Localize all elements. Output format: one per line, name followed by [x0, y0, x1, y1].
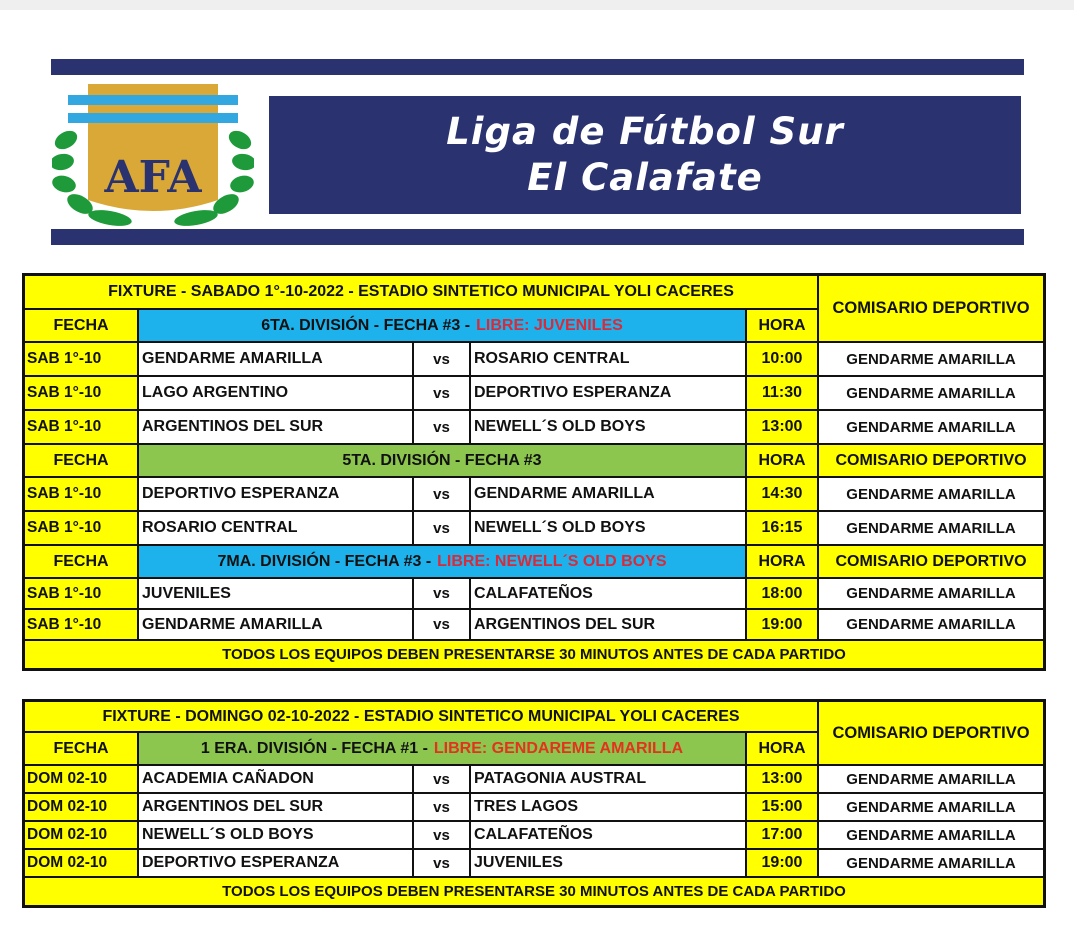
away-team: NEWELL´S OLD BOYS	[471, 411, 745, 443]
match-time: 13:00	[747, 411, 817, 443]
match-comisario: GENDARME AMARILLA	[819, 766, 1043, 792]
home-team: NEWELL´S OLD BOYS	[139, 822, 412, 848]
match-date: DOM 02-10	[25, 766, 137, 792]
header-bar-bottom	[51, 229, 1024, 245]
match-time: 19:00	[747, 610, 817, 639]
home-team: ROSARIO CENTRAL	[139, 512, 412, 544]
home-team: ACADEMIA CAÑADON	[139, 766, 412, 792]
header-bar-top	[51, 59, 1024, 75]
match-comisario: GENDARME AMARILLA	[819, 377, 1043, 409]
home-team: ARGENTINOS DEL SUR	[139, 411, 412, 443]
match-date: SAB 1°-10	[25, 512, 137, 544]
match-time: 17:00	[747, 822, 817, 848]
away-team: ARGENTINOS DEL SUR	[471, 610, 745, 639]
home-team: DEPORTIVO ESPERANZA	[139, 850, 412, 876]
home-team: DEPORTIVO ESPERANZA	[139, 478, 412, 510]
division-header-1era	[139, 733, 745, 764]
fecha-header: FECHA	[25, 733, 137, 764]
home-team: GENDARME AMARILLA	[139, 343, 412, 375]
match-time: 14:30	[747, 478, 817, 510]
vs-label: vs	[414, 377, 469, 409]
fecha-header: FECHA	[25, 445, 137, 476]
match-comisario: GENDARME AMARILLA	[819, 794, 1043, 820]
match-time: 11:30	[747, 377, 817, 409]
league-title-banner	[269, 96, 1021, 214]
match-date: DOM 02-10	[25, 794, 137, 820]
league-title-line1: Liga de Fútbol Sur	[446, 110, 844, 153]
comisario-header: COMISARIO DEPORTIVO	[819, 445, 1043, 476]
home-team: GENDARME AMARILLA	[139, 610, 412, 639]
away-team: PATAGONIA AUSTRAL	[471, 766, 745, 792]
vs-label: vs	[414, 512, 469, 544]
hora-header: HORA	[747, 546, 817, 577]
match-comisario: GENDARME AMARILLA	[819, 411, 1043, 443]
vs-label: vs	[414, 343, 469, 375]
division-header-7ma	[139, 546, 745, 577]
match-date: SAB 1°-10	[25, 411, 137, 443]
match-time: 16:15	[747, 512, 817, 544]
match-date: SAB 1°-10	[25, 610, 137, 639]
afa-logo-icon	[52, 82, 254, 227]
comisario-header: COMISARIO DEPORTIVO	[819, 702, 1043, 764]
match-date: DOM 02-10	[25, 822, 137, 848]
match-comisario: GENDARME AMARILLA	[819, 579, 1043, 608]
league-title-line2: El Calafate	[527, 156, 763, 199]
vs-label: vs	[414, 478, 469, 510]
vs-label: vs	[414, 850, 469, 876]
away-team: CALAFATEÑOS	[471, 822, 745, 848]
match-time: 13:00	[747, 766, 817, 792]
match-comisario: GENDARME AMARILLA	[819, 850, 1043, 876]
match-comisario: GENDARME AMARILLA	[819, 512, 1043, 544]
sunday-fixture-table	[22, 699, 1046, 908]
vs-label: vs	[414, 766, 469, 792]
match-date: SAB 1°-10	[25, 343, 137, 375]
fecha-header: FECHA	[25, 546, 137, 577]
match-time: 18:00	[747, 579, 817, 608]
vs-label: vs	[414, 411, 469, 443]
away-team: NEWELL´S OLD BOYS	[471, 512, 745, 544]
division-label: 1 ERA. DIVISIÓN - FECHA #1 -	[200, 739, 428, 757]
vs-label: vs	[414, 794, 469, 820]
saturday-footer-note: TODOS LOS EQUIPOS DEBEN PRESENTARSE 30 MINUTOS ANTES DE CADA PARTIDO	[25, 641, 1043, 668]
vs-label: vs	[414, 579, 469, 608]
saturday-fixture-title: FIXTURE - SABADO 1°-10-2022 - ESTADIO SINTETICO MUNICIPAL YOLI CACERES	[25, 276, 817, 308]
sunday-footer-note: TODOS LOS EQUIPOS DEBEN PRESENTARSE 30 MINUTOS ANTES DE CADA PARTIDO	[25, 878, 1043, 905]
top-strip	[0, 0, 1074, 10]
hora-header: HORA	[747, 310, 817, 341]
match-comisario: GENDARME AMARILLA	[819, 822, 1043, 848]
away-team: JUVENILES	[471, 850, 745, 876]
comisario-header: COMISARIO DEPORTIVO	[819, 546, 1043, 577]
away-team: CALAFATEÑOS	[471, 579, 745, 608]
match-comisario: GENDARME AMARILLA	[819, 478, 1043, 510]
libre-label: LIBRE: GENDAREME AMARILLA	[433, 739, 684, 757]
match-comisario: GENDARME AMARILLA	[819, 610, 1043, 639]
hora-header: HORA	[747, 445, 817, 476]
svg-text:AFA: AFA	[104, 152, 202, 203]
vs-label: vs	[414, 610, 469, 639]
match-time: 10:00	[747, 343, 817, 375]
away-team: ROSARIO CENTRAL	[471, 343, 745, 375]
away-team: DEPORTIVO ESPERANZA	[471, 377, 745, 409]
libre-label: LIBRE: NEWELL´S OLD BOYS	[437, 552, 667, 570]
away-team: TRES LAGOS	[471, 794, 745, 820]
saturday-fixture-table	[22, 273, 1046, 671]
match-comisario: GENDARME AMARILLA	[819, 343, 1043, 375]
division-label: 7MA. DIVISIÓN - FECHA #3 -	[217, 552, 432, 570]
match-time: 19:00	[747, 850, 817, 876]
vs-label: vs	[414, 822, 469, 848]
hora-header: HORA	[747, 733, 817, 764]
fecha-header: FECHA	[25, 310, 137, 341]
home-team: JUVENILES	[139, 579, 412, 608]
away-team: GENDARME AMARILLA	[471, 478, 745, 510]
division-header-6ta	[139, 310, 745, 341]
division-header-5ta: 5TA. DIVISIÓN - FECHA #3	[139, 445, 745, 476]
division-label: 6TA. DIVISIÓN - FECHA #3 -	[261, 316, 471, 334]
match-date: DOM 02-10	[25, 850, 137, 876]
match-time: 15:00	[747, 794, 817, 820]
sunday-fixture-title: FIXTURE - DOMINGO 02-10-2022 - ESTADIO SINTETICO MUNICIPAL YOLI CACERES	[25, 702, 817, 731]
match-date: SAB 1°-10	[25, 377, 137, 409]
home-team: LAGO ARGENTINO	[139, 377, 412, 409]
match-date: SAB 1°-10	[25, 478, 137, 510]
home-team: ARGENTINOS DEL SUR	[139, 794, 412, 820]
match-date: SAB 1°-10	[25, 579, 137, 608]
comisario-header: COMISARIO DEPORTIVO	[819, 276, 1043, 341]
libre-label: LIBRE: JUVENILES	[476, 316, 623, 334]
